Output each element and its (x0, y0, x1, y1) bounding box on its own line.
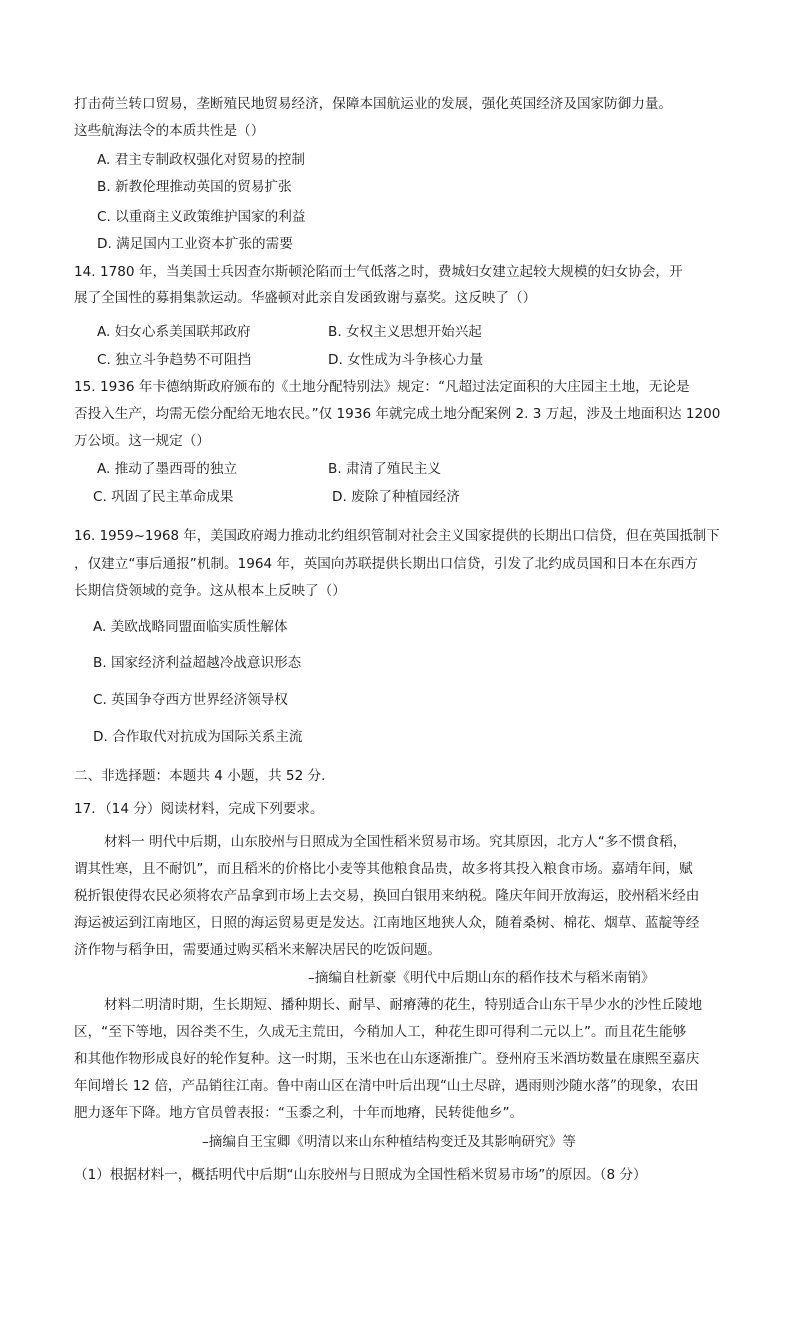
q16-option-a: A. 美欧战略同盟面临实质性解体 (93, 619, 288, 635)
q16-stem-line1: 16. 1959~1968 年，美国政府竭力推动北约组织管制对社会主义国家提供的长期出口信贷，但在英国抵制下 (74, 529, 720, 544)
q17-material1-line5: 济作物与稻争田，需要通过购买稻米来解决居民的吃饭问题。 (74, 942, 442, 958)
q16-option-c: C. 英国争夺西方世界经济领导权 (93, 692, 288, 708)
q13-option-a: A. 君主专制政权强化对贸易的控制 (97, 152, 306, 168)
q17-material2-line2: 区，“至下等地，因谷类不生，久成无主荒田，今稍加人工，种花生即可得利二元以上”。而且花生能够 (74, 1024, 687, 1040)
section-2-heading: 二、非选择题：本题共 4 小题，共 52 分． (74, 768, 335, 784)
q17-material1-line2: 谓其性寒，且不耐饥”，而且稻米的价格比小麦等其他粮食品贵，故多将其投入粮食市场。嘉靖年间，赋 (74, 861, 693, 877)
q17-material2-line4-a: 年间增长 12 倍，产品销往江南。鲁中南山区在清中叶后出现 (74, 1078, 440, 1094)
q14-option-a: A. 妇女心系美国联邦政府 (97, 324, 251, 340)
q17-material1-line4: 海运被运到江南地区，日照的海运贸易更是发达。江南地区地狭人众，随着桑树、棉花、烟草、蓝靛等经 (74, 915, 700, 931)
q14-option-b: B. 女权主义思想开始兴起 (328, 324, 482, 340)
q17-material2-line3: 和其他作物形成良好的轮作复种。这一时期，玉米也在山东逐渐推广。登州府玉米酒坊数量在康熙至嘉庆 (74, 1051, 700, 1067)
q17-material2-quote: “山土尽辟，遇雨则沙随水落” (439, 1078, 617, 1094)
q15-stem-line1-quote: “凡超过法定面积的大庄园主土地，无论是 (437, 379, 690, 395)
q13-option-d: D. 满足国内工业资本扩张的需要 (97, 236, 293, 252)
q15-stem-line3: 万公顷。这一规定（） (74, 433, 210, 449)
q14-option-c: C. 独立斗争趋势不可阻挡 (97, 352, 252, 368)
q15-stem-line1 (74, 377, 690, 397)
q16-stem-line3: 长期信贷领域的竞争。这从根本上反映了（） (74, 583, 346, 599)
q14-option-d: D. 女性成为斗争核心力量 (328, 352, 484, 368)
q14-stem-line2: 展了全国性的募捐集款运动。华盛顿对此亲自发函致谢与嘉奖。这反映了（） (74, 290, 537, 306)
q16-stem-line2: ，仅建立“事后通报”机制。1964 年，英国向苏联提供长期出口信贷，引发了北约成员国和日本在东西方 (74, 556, 698, 572)
q17-material2-source: –摘编自王宝卿《明清以来山东种植结构变迁及其影响研究》等 (202, 1134, 576, 1150)
q15-option-d: D. 废除了种植园经济 (332, 489, 460, 505)
q13-option-b: B. 新教伦理推动英国的贸易扩张 (97, 179, 292, 195)
q16-option-d: D. 合作取代对抗成为国际关系主流 (93, 729, 303, 745)
q17-subquestion-1: （1）根据材料一，概括明代中后期“山东胶州与日照成为全国性稻米贸易市场”的原因。（8 分） (74, 1167, 647, 1183)
q17-material1-line3: 税折银使得农民必须将农产品拿到市场上去交易，换回白银用来纳税。隆庆年间开放海运，胶州稻米经由 (74, 888, 700, 904)
q15-stem-line2: 否投入生产，均需无偿分配给无地农民。”仅 1936 年就完成土地分配案例 2. 3 万起，涉及土地面积达 1200 (74, 406, 721, 422)
q13-option-c: C. 以重商主义政策维护国家的利益 (97, 209, 306, 225)
q15-option-b: B. 肃清了殖民主义 (328, 461, 442, 477)
q17-material2-line5: 肥力逐年下降。地方官员曾表报：“玉黍之利，十年而地瘠，民转徙他乡”。 (74, 1105, 524, 1121)
q17-material2-line4 (74, 1076, 698, 1096)
q15-stem-line1-a: 15. 1936 年卡德纳斯政府颁布的《土地分配特别法》规定： (74, 379, 438, 395)
q13-stem-line1: 打击荷兰转口贸易，垄断殖民地贸易经济，保障本国航运业的发展，强化英国经济及国家防御力量。 (74, 96, 673, 112)
q13-stem-line2: 这些航海法令的本质共性是（） (74, 123, 265, 139)
q15-option-a: A. 推动了墨西哥的独立 (97, 461, 238, 477)
q17-material2-line4-b: 的现象，农田 (616, 1078, 699, 1094)
q15-option-c: C. 巩固了民主革命成果 (93, 489, 234, 505)
q16-option-b: B. 国家经济利益超越冷战意识形态 (93, 655, 302, 671)
q17-material1-source: –摘编自杜新豪《明代中后期山东的稻作技术与稻米南销》 (308, 970, 655, 986)
q17-material2-line1: 材料二明清时期，生长期短、播种期长、耐旱、耐瘠薄的花生，特别适合山东干旱少水的沙性丘陵地 (104, 997, 703, 1013)
q17-header: 17．（14 分）阅读材料，完成下列要求。 (74, 801, 324, 817)
q17-material1-line1: 材料一 明代中后期，山东胶州与日照成为全国性稻米贸易市场。究其原因，北方人“多不惯食稻， (104, 834, 687, 850)
q14-stem-line1: 14. 1780 年，当美国士兵因查尔斯顿沦陷而士气低落之时，费城妇女建立起较大规模的妇女协会，开 (74, 264, 683, 280)
